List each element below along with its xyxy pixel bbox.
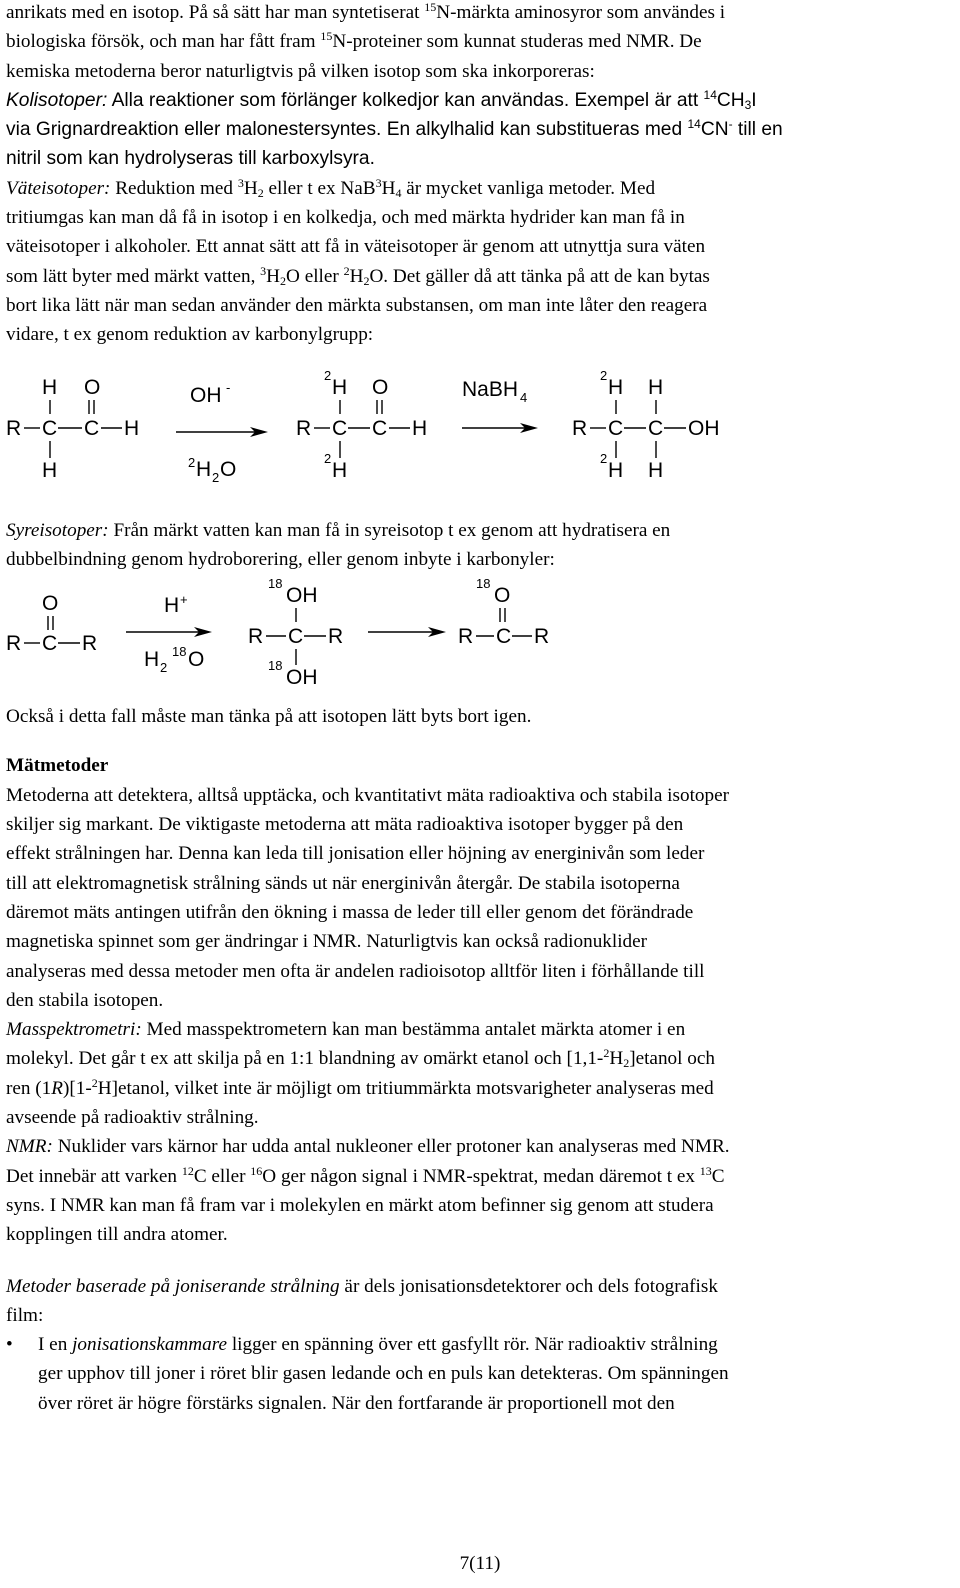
mass-line2: molekyl. Det går t ex att skilja på en 1:1 blandning av omärkt etanol och $[1,1-^2H_2]etanol$ och: [6, 1046, 715, 1071]
s1-d2o-h: H: [196, 457, 212, 481]
nmr-line2: Det innebär att varken $^{12}$C eller $^{16}$O ger någon signal i NMR-spektrat, medan däremot t ex $^{13}$C: [6, 1163, 725, 1187]
bullet-dot: •: [6, 1334, 13, 1356]
scheme2-svg: [6, 574, 954, 700]
s1-h-bottom: H: [42, 458, 58, 482]
s1-o-top: O: [84, 375, 101, 399]
s2-h2o-o: O: [188, 648, 205, 672]
s2-h2o-sub: 2: [160, 660, 168, 676]
document-page: [6, 0, 954, 1418]
mass-line3: ren (1R)[1-$^2$H]etanol, vilket inte är möjligt om tritiummärkta motsvarigheter analyseras med: [6, 1075, 714, 1099]
reaction-scheme-oxygen-exchange: [6, 574, 954, 700]
syre-line1: Syreisotoper: Från märkt vatten kan man få in syreisotop t ex genom att hydratisera en: [6, 519, 671, 541]
s2-r1: R: [6, 632, 22, 656]
mass-line1: Masspektrometri: Med masspektrometern kan man bestämma antalet märkta atomer i en: [6, 1019, 686, 1041]
s1-nabh: NaBH: [462, 377, 519, 401]
s2-18-prod: 18: [476, 576, 491, 592]
nmr-line3: syns. I NMR kan man få fram var i molekylen en märkt atom befinner sig genom att studera: [6, 1194, 714, 1216]
s1-p-r: R: [572, 416, 588, 440]
s2-18-top: 18: [268, 576, 283, 592]
para-intro-line1: anrikats med en isotop. På så sätt har man syntetiserat $^{15}$N-märkta aminosyror som användes i: [6, 0, 726, 23]
also-note: Också i detta fall måste man tänka på att isotopen lätt byts bort igen.: [6, 706, 532, 728]
vate-line4: som lätt byter med märkt vatten, $^3H_2O$ eller $^2H_2O$. Det gäller då att tänka på att de kan bytas: [6, 263, 710, 288]
nmr-line1: NMR: Nuklider vars kärnor har udda antal nukleoner eller protoner kan analyseras med NMR.: [6, 1136, 730, 1158]
s1-h-right2: H: [412, 416, 428, 440]
s1-h-top: H: [42, 375, 58, 399]
s1-c2: C: [84, 416, 100, 440]
bullet-line2: ger upphov till joner i röret blir gasen ledande och en puls kan detekteras. Om spänningen: [38, 1363, 729, 1385]
s2-r5: R: [458, 625, 474, 649]
s2-r6: R: [534, 625, 550, 649]
mass-line4: avseende på radioaktiv strålning.: [6, 1107, 259, 1129]
s2-o-prod: O: [494, 584, 511, 608]
s2-plus: +: [180, 592, 188, 608]
bullet-item-jonisationskammare: [6, 1330, 954, 1418]
s1-d-top-sup: 2: [324, 367, 332, 383]
s1-p-c1: C: [608, 416, 624, 440]
s2-c: C: [42, 632, 58, 656]
s1-p-h-bottom: H: [648, 458, 664, 482]
bullet-line1: I en jonisationskammare ligger en spänning över ett gasfyllt rör. När radioaktiv strålning: [38, 1334, 718, 1356]
nmr-line4: kopplingen till andra atomer.: [6, 1224, 228, 1246]
vate-line6: vidare, t ex genom reduktion av karbonylgrupp:: [6, 324, 374, 346]
s1-nabh-sub: 4: [520, 389, 528, 405]
vate-line1: Väteisotoper: Reduktion med $^3H_2$ eller t ex $NaB^3H_4$ är mycket vanliga metoder. Med: [6, 175, 656, 200]
reaction-scheme-reduction: [6, 350, 954, 508]
mat-line7: analyseras med dessa metoder men ofta är andelen radioisotop alltför liten i förhållande till: [6, 960, 705, 982]
page-number: 7(11): [459, 1553, 501, 1574]
bullet-text: [38, 1330, 729, 1418]
mat-line6: magnetiska spinnet som ger ändringar i NMR. Naturligtvis kan också radionuklider: [6, 931, 648, 953]
kol-line1: Kolisotoper: Alla reaktioner som förlänger kolkedjor kan användas. Exempel är att $^{14}CH_3I$: [6, 87, 757, 112]
s1-d-bottom: H: [332, 458, 348, 482]
s1-p-d-top-sup: 2: [600, 367, 608, 383]
mat-line2: skiljer sig markant. De viktigaste metoderna att mäta radioaktiva isotoper bygger på den: [6, 814, 684, 836]
s1-d2o-o: O: [220, 457, 237, 481]
scheme1-svg: [6, 350, 954, 508]
s1-p-h-top: H: [648, 375, 664, 399]
s2-r4: R: [328, 625, 344, 649]
s2-o-top: O: [42, 592, 59, 616]
s1-c3: C: [332, 416, 348, 440]
mat-line4: till att elektromagnetisk strålning sänds ut när energinivån återgår. De stabila isotoperna: [6, 872, 680, 894]
syre-line2: dubbelbindning genom hydroborering, eller genom inbyte i karbonyler:: [6, 548, 555, 570]
s2-r3: R: [248, 625, 264, 649]
s2-h2o-h: H: [144, 648, 160, 672]
vate-line2: tritiumgas kan man då få in isotop i en kolkedja, och med märkta hydrider kan man få in: [6, 207, 685, 229]
bullet-line3: över röret är högre förstärks signalen. När den fortfarande är proportionell mot den: [38, 1392, 675, 1414]
s2-h-plus: H: [164, 594, 180, 618]
s1-d-bot-sup: 2: [324, 450, 332, 466]
s1-d2o-sub: 2: [212, 469, 220, 485]
s1-oh-reagent: OH: [190, 383, 222, 407]
s2-c3: C: [496, 625, 512, 649]
vate-line3: väteisotoper i alkoholer. Ett annat sätt att få in väteisotoper är genom att utnyttja sura väten: [6, 236, 706, 258]
s1-d-top: H: [332, 375, 348, 399]
mat-line1: Metoderna att detektera, alltså upptäcka, och kvantitativt mäta radioaktiva och stabila isotoper: [6, 784, 729, 806]
para-intro-line2: biologiska försök, och man har fått fram $^{15}$N-proteiner som kunnat studeras med NMR. De: [6, 29, 702, 53]
s1-p-d-bottom: H: [608, 458, 624, 482]
mat-line3: effekt strålningen har. Denna kan leda till jonisation eller höjning av energinivån som leder: [6, 843, 705, 865]
s1-oh-minus: -: [226, 379, 231, 395]
vate-line5: bort lika lätt när man sedan använder den märkta substansen, om man inte låter den reagera: [6, 294, 708, 316]
section-heading-matmetoder: Mätmetoder: [6, 755, 109, 777]
s1-p-d-bot-sup: 2: [600, 450, 608, 466]
s1-h-right: H: [124, 416, 140, 440]
s2-c2: C: [288, 625, 304, 649]
s1-c4: C: [372, 416, 388, 440]
kol-line3: nitril som kan hydrolyseras till karboxylsyra.: [6, 148, 375, 170]
s1-p-d-top: H: [608, 375, 624, 399]
s1-r: R: [6, 416, 22, 440]
para-intro-line3: kemiska metoderna beror naturligtvis på vilken isotop som ska inkorporeras:: [6, 60, 595, 82]
s1-r2: R: [296, 416, 312, 440]
jon-line1: Metoder baserade på joniserande strålning är dels jonisationsdetektorer och dels fotografisk: [6, 1275, 718, 1297]
s1-p-oh: OH: [688, 416, 720, 440]
s2-18-bot: 18: [268, 658, 283, 674]
s1-d2o-sup: 2: [188, 454, 196, 470]
s1-p-c2: C: [648, 416, 664, 440]
s2-oh-bottom: OH: [286, 666, 318, 690]
s1-c1: C: [42, 416, 58, 440]
s1-o-top2: O: [372, 375, 389, 399]
s2-oh-top: OH: [286, 584, 318, 608]
s2-h2o-18: 18: [172, 644, 187, 660]
mat-line5: däremot mäts antingen utifrån den ökning i massa de leder till eller genom det förändrade: [6, 901, 694, 923]
mat-line8: den stabila isotopen.: [6, 989, 164, 1011]
kol-line2: via Grignardreaktion eller malonestersyntes. En alkylhalid kan substitueras med $^{14}$CN- till en: [6, 117, 783, 141]
jon-line2: film:: [6, 1304, 44, 1326]
s2-r2: R: [82, 632, 98, 656]
